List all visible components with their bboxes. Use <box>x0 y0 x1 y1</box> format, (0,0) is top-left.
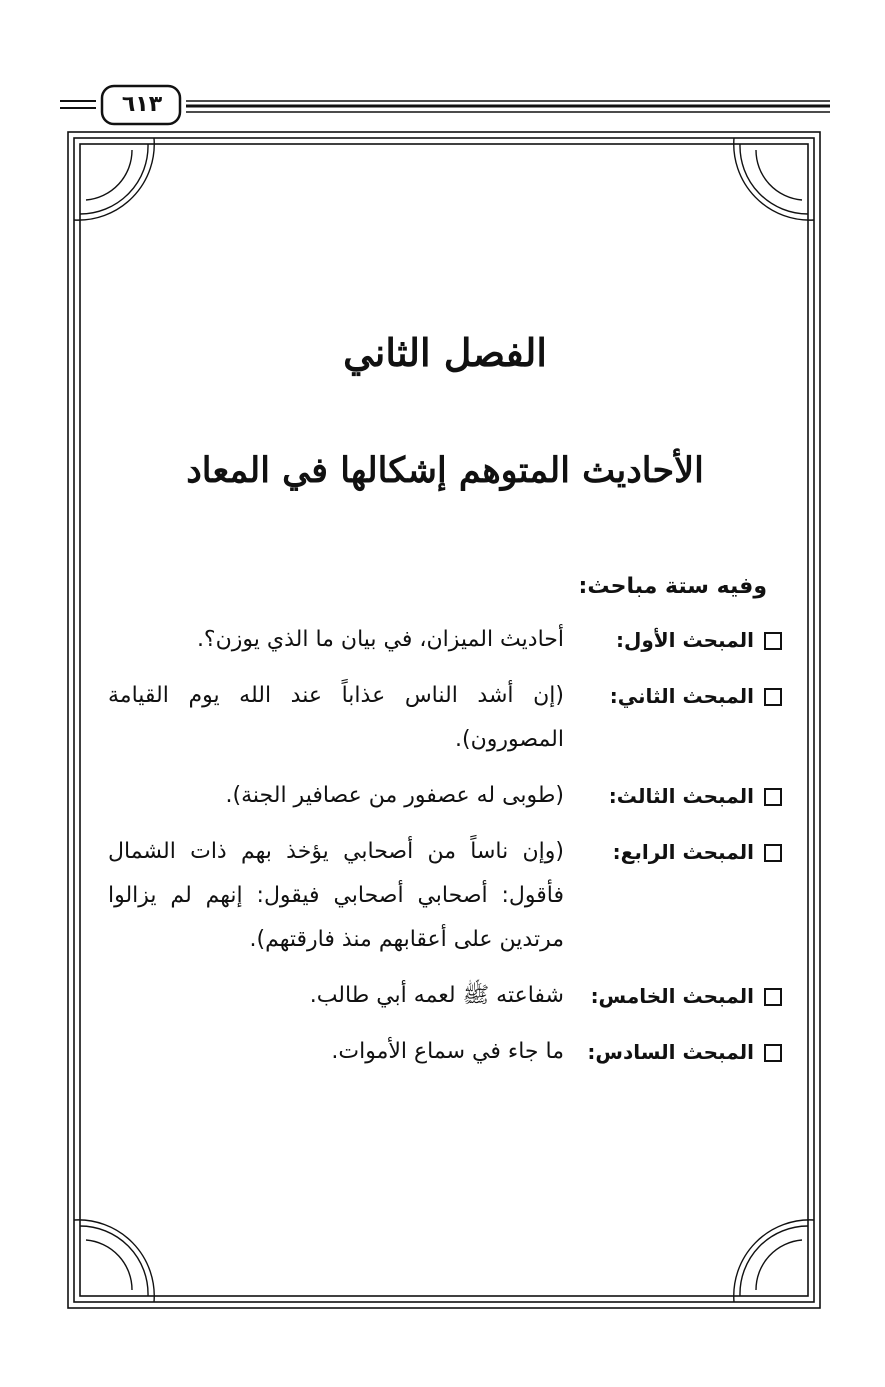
header-rule-left <box>60 101 96 108</box>
list-item <box>108 830 782 962</box>
checkbox-bullet-icon <box>764 632 782 650</box>
topic-text: شفاعته ﷺ لعمه أبي طالب. <box>309 983 564 1008</box>
checkbox-bullet-icon <box>764 1044 782 1062</box>
corner-ornament-top-left <box>74 138 154 220</box>
topic-text: (إن أشد الناس عذاباً عند الله يوم القيامة المصورون). <box>108 683 564 752</box>
topics-list <box>108 618 782 1086</box>
list-item <box>108 618 782 662</box>
checkbox-bullet-icon <box>764 788 782 806</box>
topic-text: أحاديث الميزان، في بيان ما الذي يوزن؟. <box>196 627 564 652</box>
topic-label: المبحث الرابع: <box>612 840 754 864</box>
topic-text: (وإن ناساً من أصحابي يؤخذ بهم ذات الشمال فأقول: أصحابي أصحابي فيقول: إنهم لم يزالوا مرتدين على أعقابهم منذ فارقتهم). <box>108 839 564 952</box>
chapter-title: الفصل الثاني <box>343 330 547 375</box>
list-item <box>108 974 782 1018</box>
list-item <box>108 1030 782 1074</box>
checkbox-bullet-icon <box>764 844 782 862</box>
page-number: ٦١٣ <box>121 92 163 117</box>
checkbox-bullet-icon <box>764 988 782 1006</box>
corner-ornament-top-right <box>734 138 814 220</box>
checkbox-bullet-icon <box>764 688 782 706</box>
chapter-subtitle: الأحاديث المتوهم إشكالها في المعاد <box>186 450 704 491</box>
topic-text: (طوبى له عصفور من عصافير الجنة). <box>225 783 564 808</box>
topic-label: المبحث الخامس: <box>590 984 754 1008</box>
list-item <box>108 774 782 818</box>
topic-label: المبحث السادس: <box>587 1040 754 1064</box>
corner-ornament-bottom-left <box>74 1220 154 1302</box>
intro-text: وفيه ستة مباحث: <box>578 574 767 599</box>
list-item <box>108 674 782 762</box>
topic-text: ما جاء في سماع الأموات. <box>331 1039 564 1064</box>
topic-label: المبحث الثالث: <box>608 784 754 808</box>
header-rule-right <box>186 101 830 112</box>
topic-label: المبحث الثاني: <box>609 684 754 708</box>
topic-label: المبحث الأول: <box>615 628 754 652</box>
corner-ornament-bottom-right <box>734 1220 814 1302</box>
